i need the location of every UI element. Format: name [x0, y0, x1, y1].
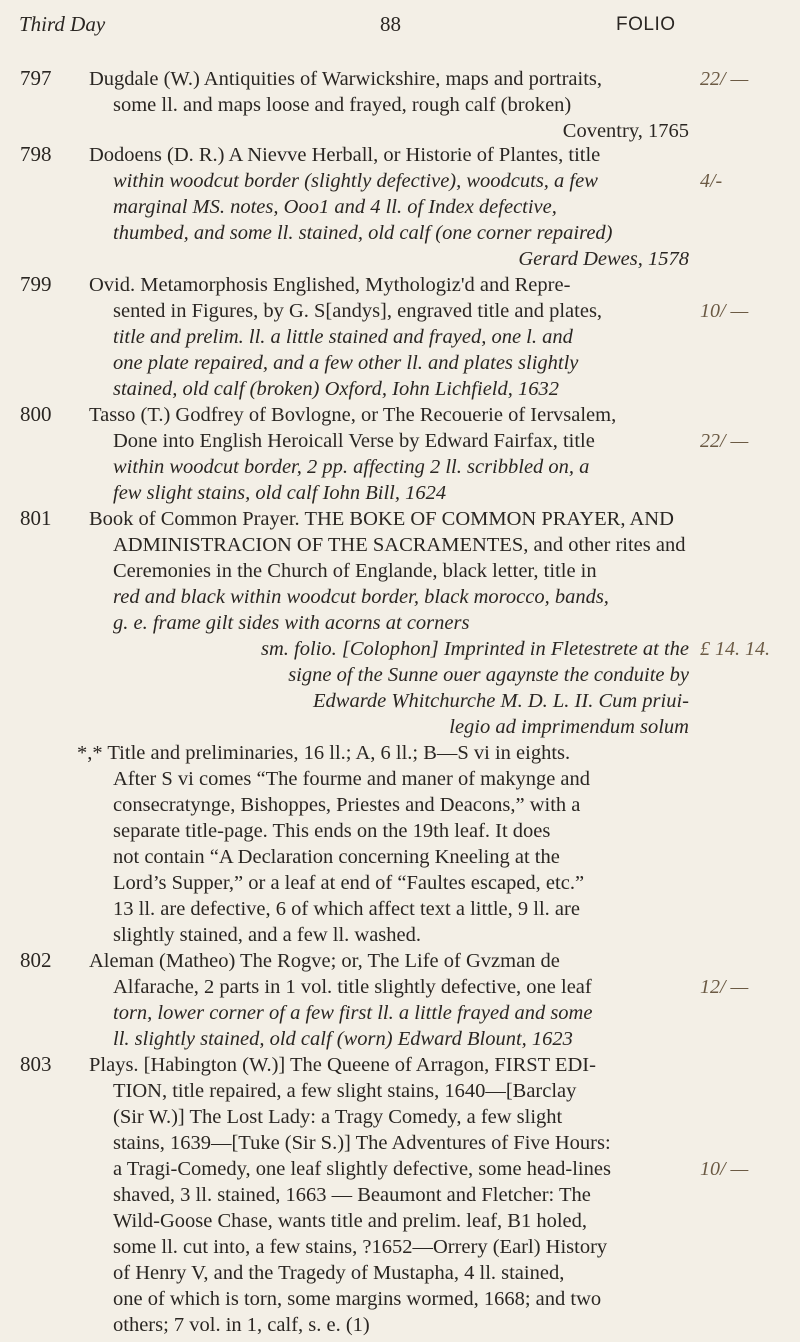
lot-description [89, 948, 689, 1052]
page-number: 88 [380, 12, 401, 36]
lot-line: stained, old calf (broken) Oxford, Iohn Lichfield, 1632 [113, 378, 559, 400]
lot-note-line: After S vi comes “The fourme and maner of makynge and [113, 768, 591, 790]
lot-line: title and prelim. ll. a little stained and frayed, one l. and [113, 326, 573, 348]
lot-note-line: separate title-page. This ends on the 19th leaf. It does [113, 820, 551, 842]
lot-line: some ll. cut into, a few stains, ?1652—Orrery (Earl) History [113, 1236, 608, 1258]
lot-line: (Sir W.)] The Lost Lady: a Tragy Comedy, a few slight [113, 1106, 563, 1128]
lot-description [89, 402, 689, 506]
lot-line: torn, lower corner of a few first ll. a little frayed and some [113, 1002, 593, 1024]
lot-line: sm. folio. [Colophon] Imprinted in Fletestrete at the [261, 638, 689, 660]
lot-line: Tasso (T.) Godfrey of Bovlogne, or The Recouerie of Iervsalem, [89, 404, 617, 426]
lot-line: Alfarache, 2 parts in 1 vol. title slightly defective, one leaf [113, 976, 592, 998]
lot-line: sented in Figures, by G. S[andys], engraved title and plates, [113, 300, 603, 322]
page-header [0, 0, 800, 40]
lot-line: Plays. [Habington (W.)] The Queene of Arragon, FIRST EDI- [89, 1054, 596, 1076]
catalogue-lots [0, 66, 800, 1342]
lot-line: a Tragi-Comedy, one leaf slightly defective, some head-lines [113, 1158, 611, 1180]
price-annotation: 22/ — [700, 430, 749, 452]
lot-799 [0, 272, 800, 402]
lot-number: 801 [20, 506, 52, 530]
lot-line: few slight stains, old calf Iohn Bill, 1624 [113, 482, 447, 504]
lot-description [89, 1052, 689, 1338]
lot-line: TION, title repaired, a few slight stains, 1640—[Barclay [113, 1080, 577, 1102]
lot-line: one plate repaired, and a few other ll. and plates slightly [113, 352, 579, 374]
lot-line: of Henry V, and the Tragedy of Mustapha, 4 ll. stained, [113, 1262, 565, 1284]
lot-line: marginal MS. notes, Ooo1 and 4 ll. of Index defective, [113, 196, 557, 218]
lot-description [89, 142, 689, 272]
lot-line: Aleman (Matheo) The Rogve; or, The Life of Gvzman de [89, 950, 560, 972]
lot-802 [0, 948, 800, 1052]
lot-line: signe of the Sunne ouer agaynste the conduite by [288, 664, 689, 686]
lot-line: stains, 1639—[Tuke (Sir S.)] The Adventures of Five Hours: [113, 1132, 611, 1154]
lot-803 [0, 1052, 800, 1342]
lot-line: Ceremonies in the Church of Englande, black letter, title in [113, 560, 597, 582]
lot-798 [0, 142, 800, 272]
lot-line: some ll. and maps loose and frayed, rough calf (broken) [113, 94, 572, 116]
lot-800 [0, 402, 800, 506]
lot-line: others; 7 vol. in 1, calf, s. e. (1) [113, 1314, 370, 1336]
lot-line: within woodcut border (slightly defective), woodcuts, a few [113, 170, 598, 192]
lot-line: Ovid. Metamorphosis Englished, Mythologiz'd and Repre- [89, 274, 571, 296]
lot-line: Book of Common Prayer. THE BOKE OF COMMON PRAYER, AND [89, 508, 674, 530]
lot-line: one of which is torn, some margins wormed, 1668; and two [113, 1288, 602, 1310]
lot-note-line: 13 ll. are defective, 6 of which affect text a little, 9 ll. are [113, 898, 580, 920]
lot-line: ADMINISTRACION OF THE SACRAMENTES, and other rites and [113, 534, 686, 556]
lot-note-line: *,* Title and preliminaries, 16 ll.; A, 6 ll.; B—S vi in eights. [77, 742, 571, 764]
lot-line: red and black within woodcut border, black morocco, bands, [113, 586, 609, 608]
price-annotation: 22/ — [700, 68, 749, 90]
price-annotation: 10/ — [700, 300, 749, 322]
lot-note-line: slightly stained, and a few ll. washed. [113, 924, 422, 946]
lot-line: Wild-Goose Chase, wants title and prelim. leaf, B1 holed, [113, 1210, 587, 1232]
lot-note-line: not contain “A Declaration concerning Kneeling at the [113, 846, 560, 868]
lot-line: within woodcut border, 2 pp. affecting 2 ll. scribbled on, a [113, 456, 590, 478]
lot-number: 800 [20, 402, 52, 426]
lot-797 [0, 66, 800, 142]
lot-number: 799 [20, 272, 52, 296]
lot-line: Dugdale (W.) Antiquities of Warwickshire, maps and portraits, [89, 68, 603, 90]
lot-number: 803 [20, 1052, 52, 1076]
lot-line: Gerard Dewes, 1578 [518, 248, 689, 270]
lot-line: shaved, 3 ll. stained, 1663 — Beaumont and Fletcher: The [113, 1184, 591, 1206]
lot-description [77, 506, 689, 948]
lot-line: Done into English Heroicall Verse by Edward Fairfax, title [113, 430, 595, 452]
lot-note-line: consecratynge, Bishoppes, Priestes and Deacons,” with a [113, 794, 581, 816]
lot-number: 797 [20, 66, 52, 90]
lot-line: Edwarde Whitchurche M. D. L. II. Cum priui- [313, 690, 689, 712]
lot-801 [0, 506, 800, 948]
running-head-day: Third Day [19, 12, 106, 36]
lot-number: 802 [20, 948, 52, 972]
lot-number: 798 [20, 142, 52, 166]
lot-line: legio ad imprimendum solum [449, 716, 689, 738]
lot-note-line: Lord’s Supper,” or a leaf at end of “Faultes escaped, etc.” [113, 872, 585, 894]
lot-line: Dodoens (D. R.) A Nievve Herball, or Historie of Plantes, title [89, 144, 601, 166]
lot-description [89, 272, 689, 402]
lot-description [89, 66, 689, 144]
lot-line: Coventry, 1765 [562, 120, 689, 142]
price-annotation: 10/ — [700, 1158, 749, 1180]
price-annotation: 12/ — [700, 976, 749, 998]
lot-line: thumbed, and some ll. stained, old calf (one corner repaired) [113, 222, 613, 244]
lot-line: ll. slightly stained, old calf (worn) Edward Blount, 1623 [113, 1028, 573, 1050]
price-annotation: 4/- [700, 170, 723, 192]
lot-line: g. e. frame gilt sides with acorns at corners [113, 612, 470, 634]
price-annotation: £ 14. 14. [700, 638, 770, 660]
running-head-format: FOLIO [616, 14, 676, 35]
